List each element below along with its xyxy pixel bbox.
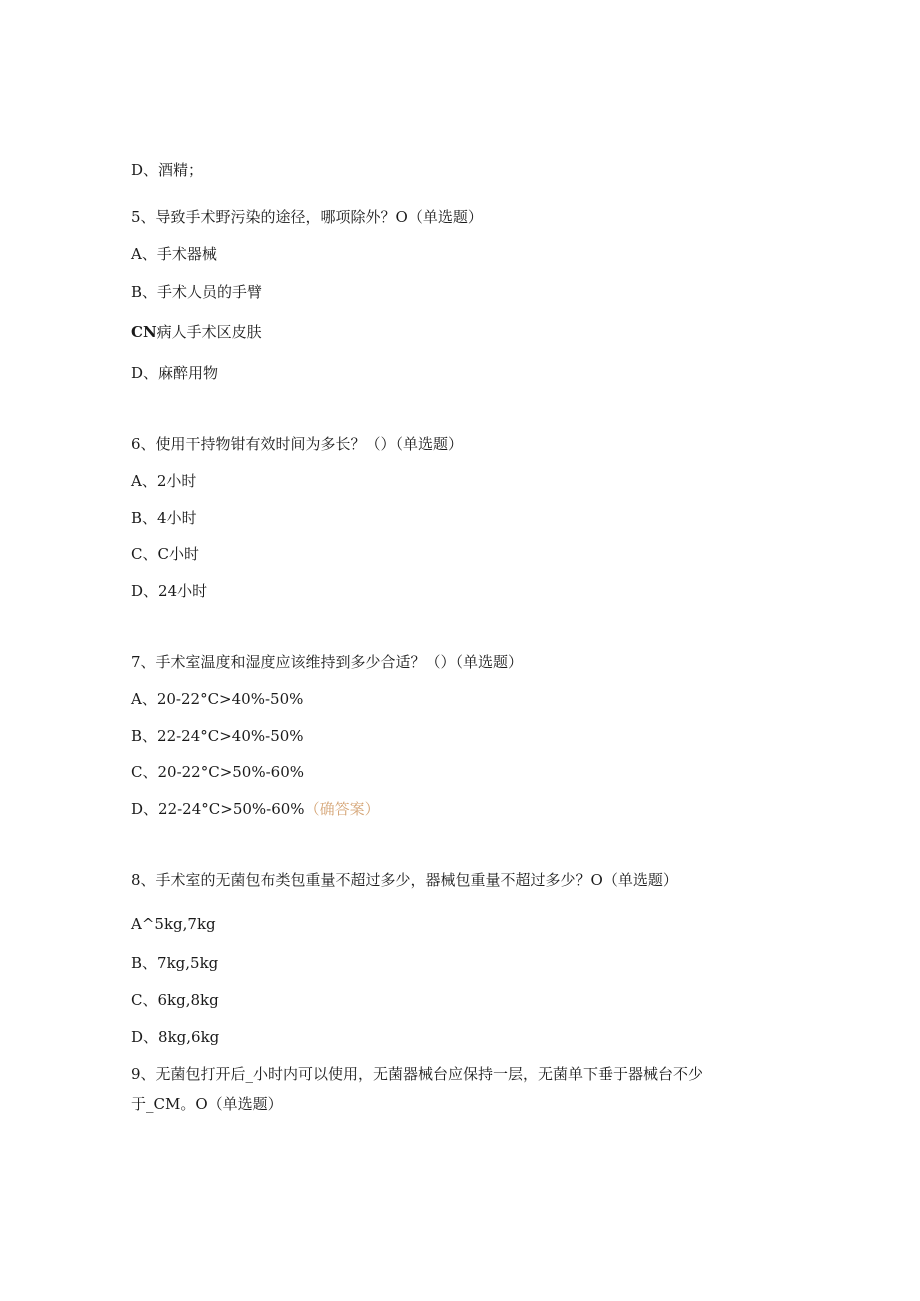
q6-option-d: D、24小时 bbox=[131, 582, 208, 600]
q8-option-d: D、8kg,6kg bbox=[131, 1028, 220, 1046]
q7-question: 7、手术室温度和湿度应该维持到多少合适？（）（单选题） bbox=[131, 653, 524, 671]
q6-option-c: C、C小时 bbox=[131, 545, 199, 563]
q6-option-b: B、4小时 bbox=[131, 509, 197, 527]
q9-question-line1: 9、无菌包打开后_小时内可以使用，无菌器械台应保持一层，无菌单下垂于器械台不少 bbox=[131, 1065, 704, 1083]
q5-option-c bbox=[131, 322, 262, 342]
q5-option-c-text: 病人手术区皮肤 bbox=[156, 323, 262, 341]
q6-option-a: A、2小时 bbox=[131, 472, 197, 490]
q6-question: 6、使用干持物钳有效时间为多长？（）（单选题） bbox=[131, 435, 464, 453]
q5-option-b: B、手术人员的手臂 bbox=[131, 283, 263, 301]
q7-option-a: A、20-22°C>40%-50% bbox=[131, 690, 304, 708]
q5-option-c-prefix: CN bbox=[131, 323, 157, 341]
q8-question: 8、手术室的无菌包布类包重量不超过多少，器械包重量不超过多少？O（单选题） bbox=[131, 871, 678, 889]
q8-option-b: B、7kg,5kg bbox=[131, 954, 219, 972]
q7-option-c: C、20-22°C>50%-60% bbox=[131, 763, 305, 781]
q5-option-a: A、手术器械 bbox=[131, 245, 217, 263]
q8-option-c: C、6kg,8kg bbox=[131, 991, 219, 1009]
q9-question-line2: 于_CM。O（单选题） bbox=[131, 1095, 283, 1113]
q4-option-d: D、酒精； bbox=[131, 161, 204, 179]
q7-answer-hint: （确答案） bbox=[304, 800, 380, 818]
q5-option-d: D、麻醉用物 bbox=[131, 364, 219, 382]
q7-option-b: B、22-24°C>40%-50% bbox=[131, 727, 304, 745]
q7-option-d bbox=[131, 799, 380, 819]
q5-question: 5、导致手术野污染的途径，哪项除外？O（单选题） bbox=[131, 208, 483, 226]
q7-option-d-text: D、22-24°C>50%-60% bbox=[131, 800, 305, 818]
q8-option-a: A^5kg,7kg bbox=[131, 915, 216, 933]
